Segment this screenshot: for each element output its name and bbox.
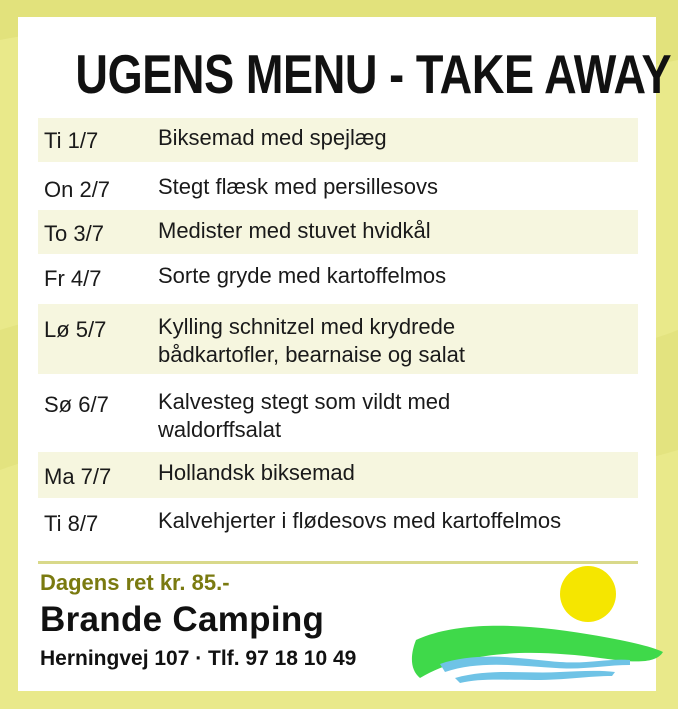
menu-day: Sø 6/7 (44, 392, 109, 417)
menu-dish: Kylling schnitzel med krydrede bådkartofler, bearnaise og salat (158, 314, 465, 367)
water-wave-1 (440, 657, 630, 672)
campsite-name: Brande Camping (40, 600, 325, 639)
menu-dish: Kalvesteg stegt som vildt med waldorffsalat (158, 389, 451, 442)
menu-day: Fr 4/7 (44, 266, 102, 291)
menu-dish: Stegt flæsk med persillesovs (158, 174, 438, 199)
address-phone: Herningvej 107 · Tlf. 97 18 10 49 (40, 647, 357, 670)
menu-day: Ti 8/7 (44, 511, 99, 536)
menu-day: Lø 5/7 (44, 317, 107, 342)
menu-dish: Medister med stuvet hvidkål (158, 218, 431, 243)
menu-day: Ma 7/7 (44, 464, 112, 489)
menu-dish: Sorte gryde med kartoffelmos (158, 263, 447, 288)
menu-dish: Kalvehjerter i flødesovs med kartoffelmos (158, 508, 562, 533)
menu-day: On 2/7 (44, 177, 111, 202)
daily-price: Dagens ret kr. 85.- (40, 570, 230, 595)
page-title: UGENS MENU - TAKE AWAY (75, 43, 672, 105)
water-wave-2 (455, 671, 615, 683)
menu-dish: Biksemad med spejlæg (158, 125, 387, 150)
menu-day: Ti 1/7 (44, 128, 99, 153)
menu-day: To 3/7 (44, 221, 104, 246)
sun-icon (560, 566, 616, 622)
menu-dish: Hollandsk biksemad (158, 460, 355, 485)
